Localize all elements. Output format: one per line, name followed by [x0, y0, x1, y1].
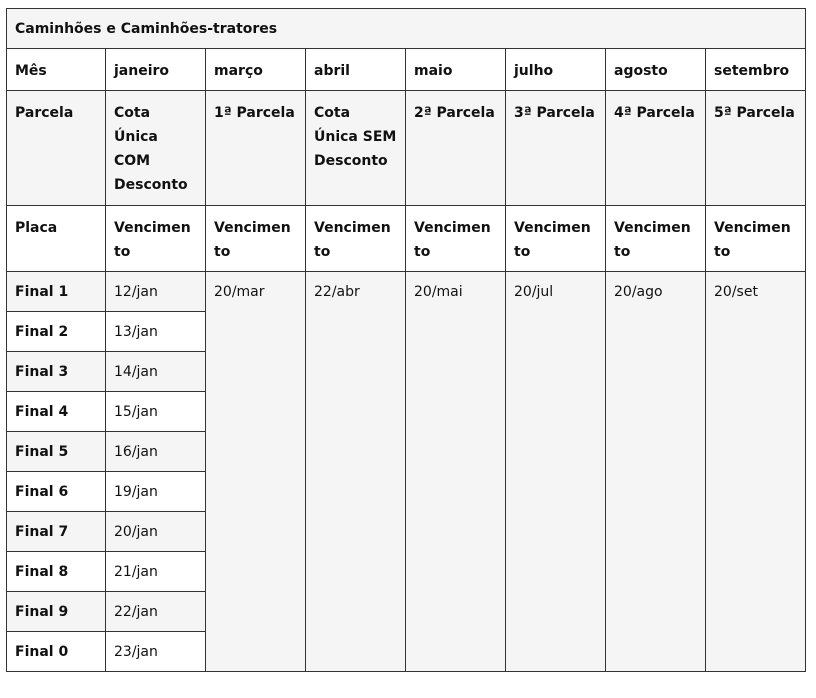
janeiro-date: 21/jan: [106, 552, 206, 592]
janeiro-date: 16/jan: [106, 432, 206, 472]
janeiro-date: 15/jan: [106, 392, 206, 432]
parcela-cell: 1ª Parcela: [206, 91, 306, 206]
table-row: [7, 272, 806, 312]
month-marco: março: [206, 49, 306, 91]
month-header-row: [7, 49, 806, 91]
vencimento-header: Vencimento: [506, 206, 606, 272]
placa-final: Final 8: [7, 552, 106, 592]
placa-final: Final 6: [7, 472, 106, 512]
month-abril: abril: [306, 49, 406, 91]
ipva-schedule-table: [6, 8, 806, 672]
month-janeiro: janeiro: [106, 49, 206, 91]
placa-header-row: [7, 206, 806, 272]
title-row: [7, 9, 806, 49]
placa-final: Final 3: [7, 352, 106, 392]
placa-label: Placa: [7, 206, 106, 272]
parcela-row: [7, 91, 806, 206]
parcela-cell: 2ª Parcela: [406, 91, 506, 206]
placa-final: Final 7: [7, 512, 106, 552]
month-agosto: agosto: [606, 49, 706, 91]
janeiro-date: 13/jan: [106, 312, 206, 352]
placa-final: Final 5: [7, 432, 106, 472]
month-julho: julho: [506, 49, 606, 91]
placa-final: Final 2: [7, 312, 106, 352]
parcela-cell: 4ª Parcela: [606, 91, 706, 206]
janeiro-date: 14/jan: [106, 352, 206, 392]
due-date-maio: 20/mai: [406, 272, 506, 672]
due-date-agosto: 20/ago: [606, 272, 706, 672]
vencimento-header: Vencimento: [106, 206, 206, 272]
table-title: Caminhões e Caminhões-tratores: [7, 9, 806, 49]
vencimento-header: Vencimento: [306, 206, 406, 272]
due-date-julho: 20/jul: [506, 272, 606, 672]
janeiro-date: 22/jan: [106, 592, 206, 632]
placa-final: Final 0: [7, 632, 106, 672]
janeiro-date: 12/jan: [106, 272, 206, 312]
janeiro-date: 19/jan: [106, 472, 206, 512]
parcela-cell: 3ª Parcela: [506, 91, 606, 206]
due-date-marco: 20/mar: [206, 272, 306, 672]
month-maio: maio: [406, 49, 506, 91]
vencimento-header: Vencimento: [406, 206, 506, 272]
parcela-cell: Cota Única SEM Desconto: [306, 91, 406, 206]
placa-final: Final 1: [7, 272, 106, 312]
placa-final: Final 4: [7, 392, 106, 432]
vencimento-header: Vencimento: [606, 206, 706, 272]
janeiro-date: 20/jan: [106, 512, 206, 552]
parcela-cell: 5ª Parcela: [706, 91, 806, 206]
month-label: Mês: [7, 49, 106, 91]
parcela-cell: Cota Única COM Desconto: [106, 91, 206, 206]
month-setembro: setembro: [706, 49, 806, 91]
due-date-abril: 22/abr: [306, 272, 406, 672]
parcela-label: Parcela: [7, 91, 106, 206]
janeiro-date: 23/jan: [106, 632, 206, 672]
vencimento-header: Vencimento: [206, 206, 306, 272]
placa-final: Final 9: [7, 592, 106, 632]
due-date-setembro: 20/set: [706, 272, 806, 672]
vencimento-header: Vencimento: [706, 206, 806, 272]
